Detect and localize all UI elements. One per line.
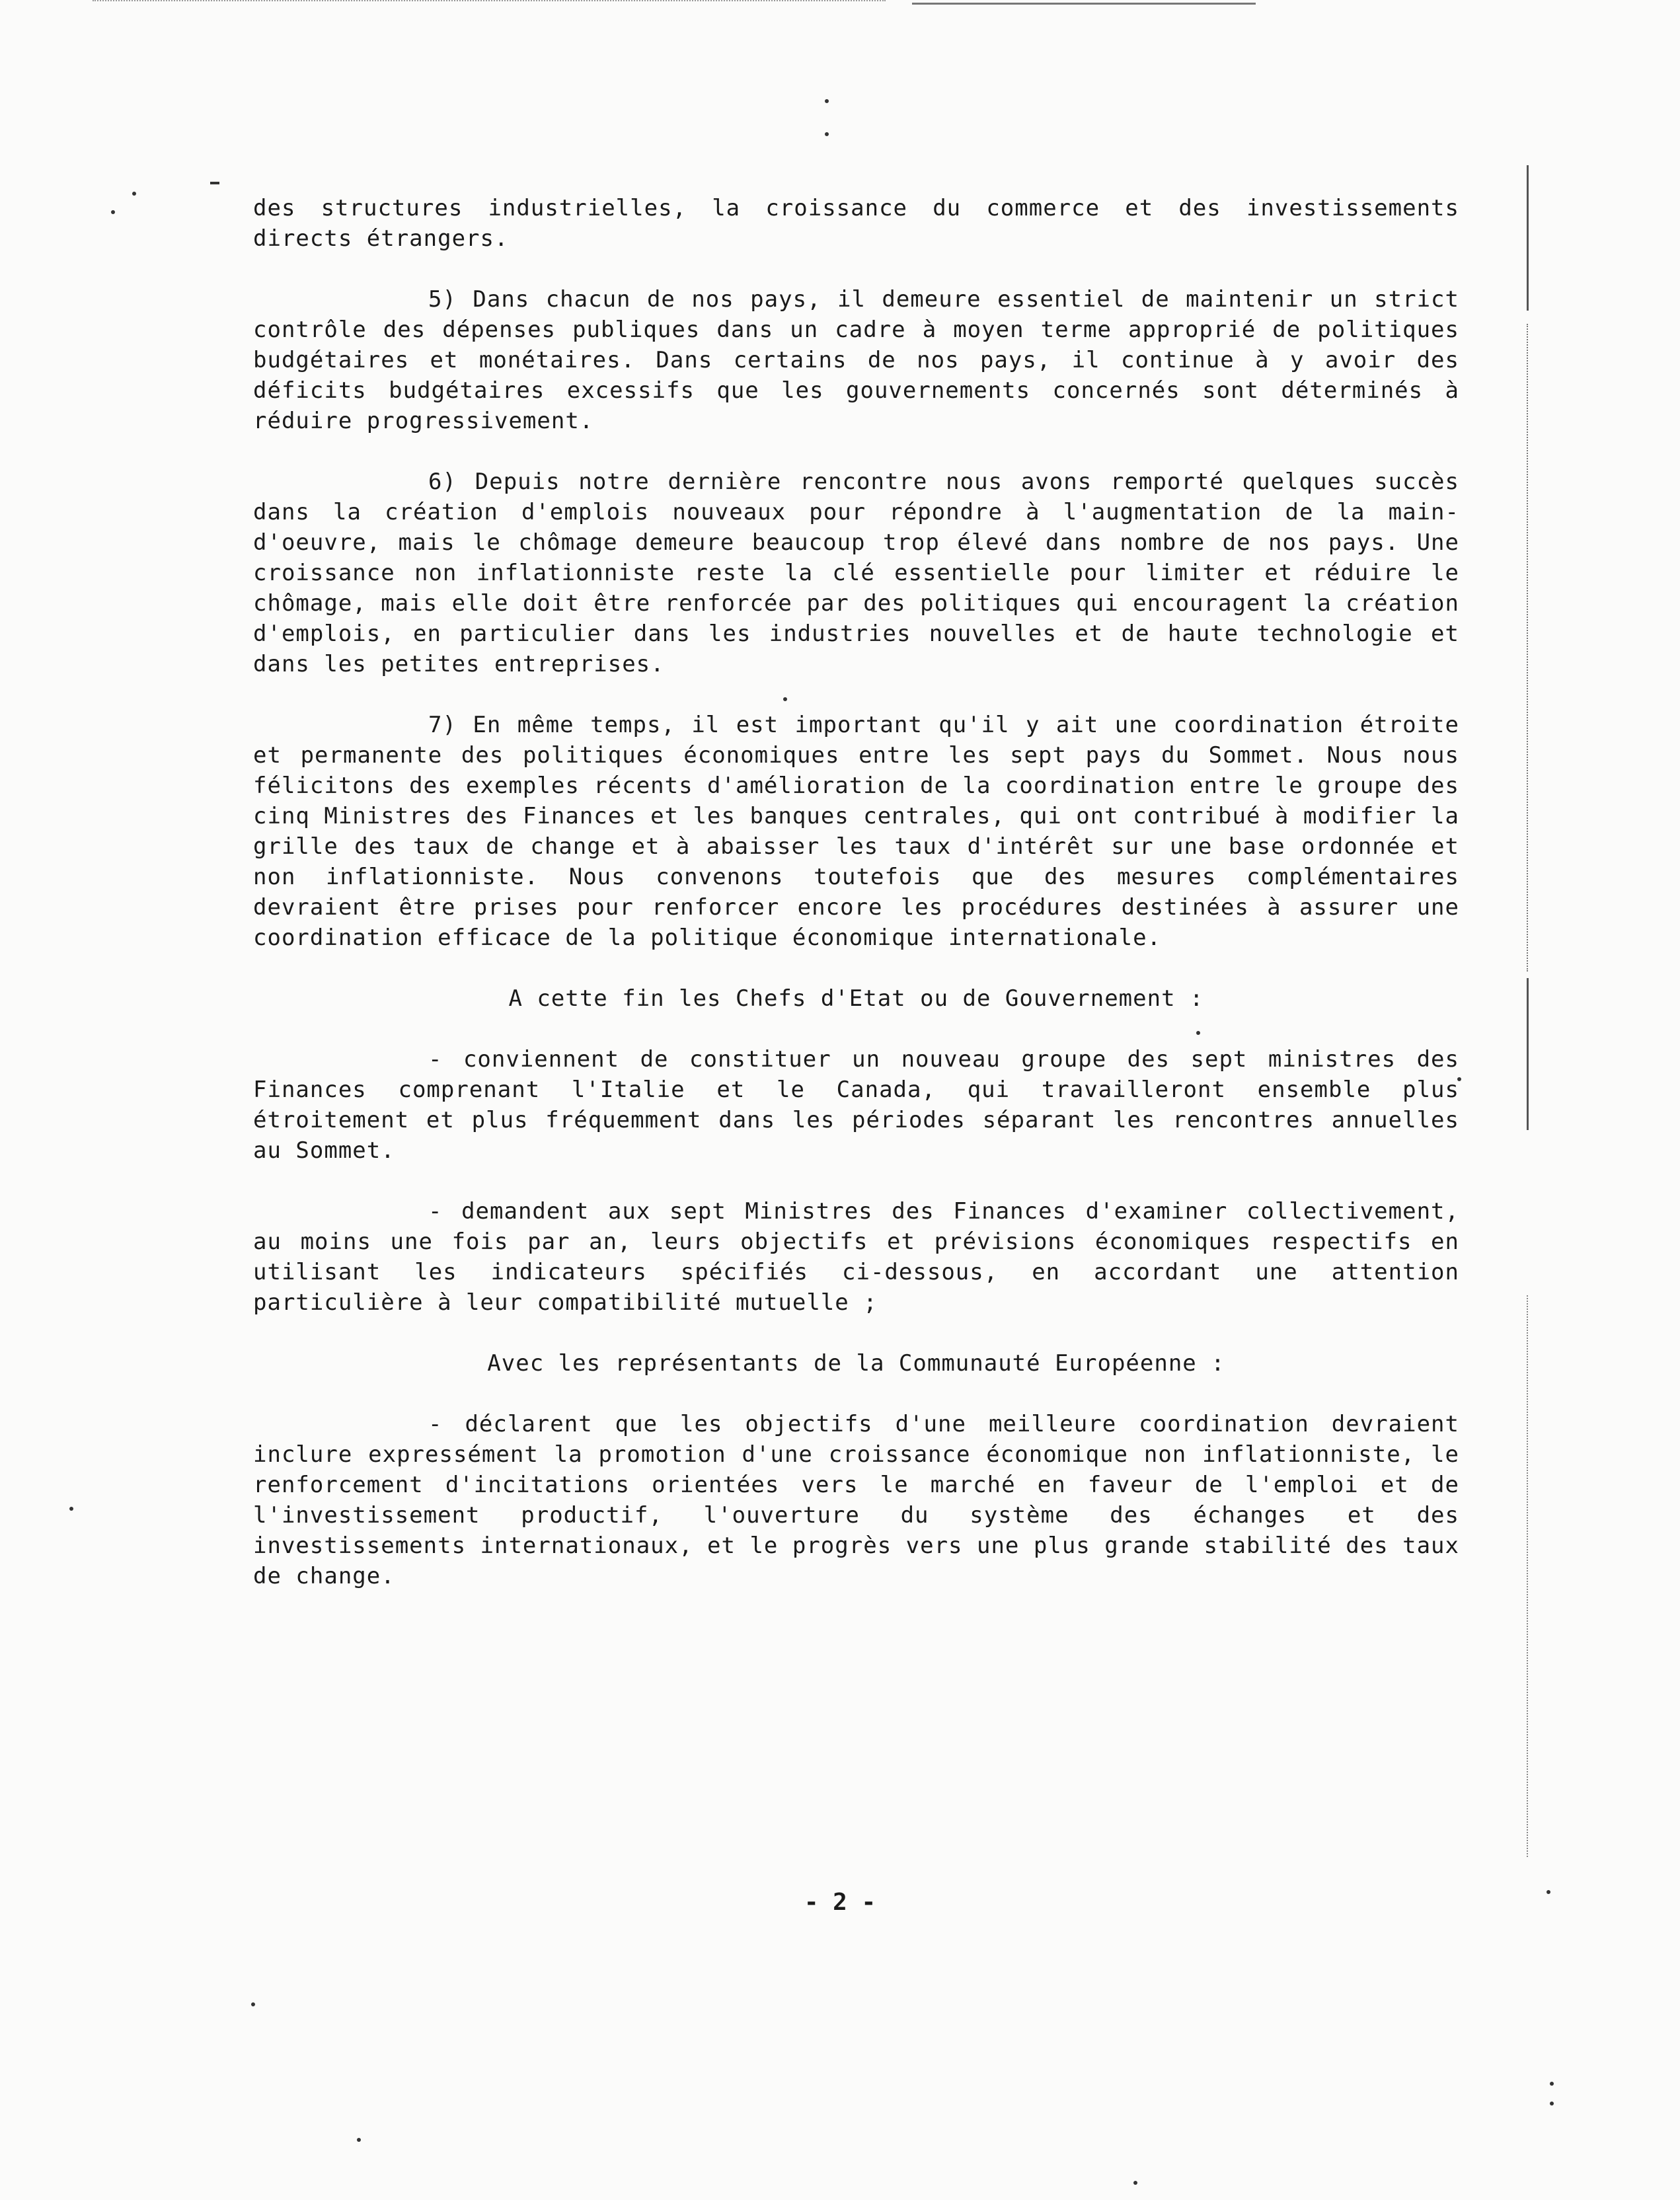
margin-mark	[1527, 324, 1528, 971]
scan-speck	[111, 210, 115, 214]
paragraph-6: 6) Depuis notre dernière rencontre nous avons remporté quelques succès dans la création d'emplois nouveaux pour répondre à l'augmentation de la main-d'oeuvre, mais le chômage demeure beaucoup trop élevé dans nombre de nos pays. Une croissance non inflationniste reste la clé essentielle pour limiter et réduire le chômage, mais elle doit être renforcée par des politiques qui encouragent la création d'emplois, en particulier dans les industries nouvelles et de haute technologie et dans les petites entreprises.	[253, 469, 1459, 677]
scan-speck	[825, 132, 829, 136]
scan-artifact-top-line	[912, 3, 1256, 5]
community-heading: Avec les représentants de la Communauté Européenne :	[487, 1350, 1225, 1377]
scan-speck	[69, 1507, 73, 1511]
document-body	[253, 193, 1459, 1622]
scan-speck	[1133, 2181, 1137, 2185]
scan-artifact-top	[93, 0, 886, 4]
heads-of-state-heading: A cette fin les Chefs d'Etat ou de Gouvernement :	[508, 985, 1204, 1012]
paragraph-continuation: des structures industrielles, la croissance du commerce et des investissements directs étrangers.	[253, 195, 1459, 252]
margin-mark	[1527, 1295, 1528, 1857]
bullet-demandent: - demandent aux sept Ministres des Finances d'examiner collectivement, au moins une fois par an, leurs objectifs et prévisions économiques respectifs en utilisant les indicateurs spécifiés ci-dessous, en accordant une attention particulière à leur compatibilité mutuelle ;	[253, 1198, 1459, 1316]
scan-speck	[1550, 2102, 1554, 2105]
scan-speck	[1546, 1890, 1550, 1894]
margin-mark	[1527, 978, 1529, 1130]
paragraph-5: 5) Dans chacun de nos pays, il demeure essentiel de maintenir un strict contrôle des dépenses publiques dans un cadre à moyen terme approprié de politiques budgétaires et monétaires. Dans certains de nos pays, il continue à y avoir des déficits budgétaires excessifs que les gouvernements concernés sont déterminés à réduire progressivement.	[253, 286, 1459, 434]
scan-speck	[132, 192, 136, 196]
page-number: - 2 -	[804, 1889, 876, 1916]
scan-speck	[1550, 2082, 1554, 2086]
bullet-conviennent: - conviennent de constituer un nouveau groupe des sept ministres des Finances comprenant l'Italie et le Canada, qui travailleront ensemble plus étroitement et plus fréquemment dans les périodes séparant les rencontres annuelles au Sommet.	[253, 1046, 1459, 1164]
margin-mark	[1527, 165, 1529, 311]
scan-speck	[210, 182, 219, 184]
paragraph-7: 7) En même temps, il est important qu'il y ait une coordination étroite et permanente des politiques économiques entre les sept pays du Sommet. Nous nous félicitons des exemples récents d'amélioration de la coordination entre le groupe des cinq Ministres des Finances et les banques centrales, qui ont contribué à modifier la grille des taux de change et à abaisser les taux d'intérêt sur une base ordonnée et non inflationniste. Nous convenons toutefois que des mesures complémentaires devraient être prises pour renforcer encore les procédures destinées à assurer une coordination efficace de la politique économique internationale.	[253, 712, 1459, 951]
bullet-declarent: - déclarent que les objectifs d'une meilleure coordination devraient inclure expressément la promotion d'une croissance économique non inflationniste, le renforcement d'incitations orientées vers le marché en faveur de l'emploi et de l'investissement productif, l'ouverture du système des échanges et des investissements internationaux, et le progrès vers une plus grande stabilité des taux de change.	[253, 1411, 1459, 1589]
scan-speck	[357, 2138, 361, 2142]
scan-speck	[825, 99, 829, 103]
scan-speck	[251, 2002, 255, 2006]
